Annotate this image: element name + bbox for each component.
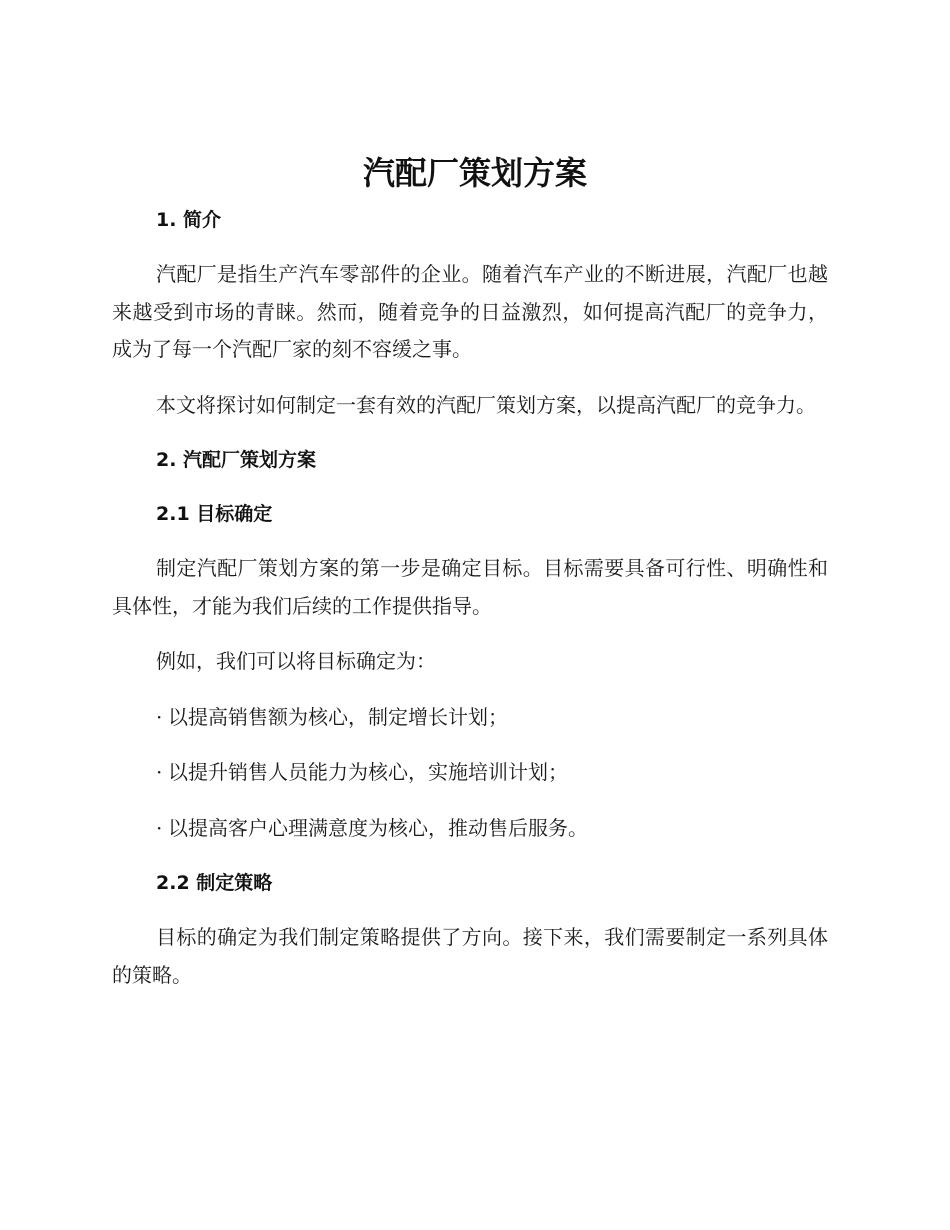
list-item [112,699,828,737]
bullet-marker: · [156,815,163,840]
bullet-marker: · [156,760,163,784]
list-item-text: 以提高销售额为核心，制定增长计划； [168,704,508,729]
list-item [112,754,828,792]
document-body [112,202,828,994]
paragraph: 制定汽配厂策划方案的第一步是确定目标。目标需要具备可行性、明确性和具体性，才能为我们后续的工作提供指导。 [112,556,828,618]
list-item-text: 以提高客户心理满意度为核心，推动售后服务。 [168,815,588,840]
list-item [112,810,828,848]
document-title: 汽配厂策划方案 [362,154,587,192]
list-item-text: 以提升销售人员能力为核心，实施培训计划； [168,760,568,784]
section-heading-intro: 1. 简介 [156,209,222,231]
subsection-heading-goal: 2.1 目标确定 [156,503,273,525]
paragraph: 目标的确定为我们制定策略提供了方向。接下来，我们需要制定一系列具体的策略。 [112,925,828,987]
subsection-heading-strategy: 2.2 制定策略 [156,872,273,894]
paragraph: 例如，我们可以将目标确定为： [156,649,436,673]
section-heading-plan: 2. 汽配厂策划方案 [156,449,317,471]
paragraph: 本文将探讨如何制定一套有效的汽配厂策划方案，以提高汽配厂的竞争力。 [156,392,816,417]
paragraph: 汽配厂是指生产汽车零部件的企业。随着汽车产业的不断进展，汽配厂也越来越受到市场的青睐。然而，随着竞争的日益激烈，如何提高汽配厂的竞争力，成为了每一个汽配厂家的刻不容缓之事。 [112,262,828,361]
bullet-marker: · [156,704,163,729]
